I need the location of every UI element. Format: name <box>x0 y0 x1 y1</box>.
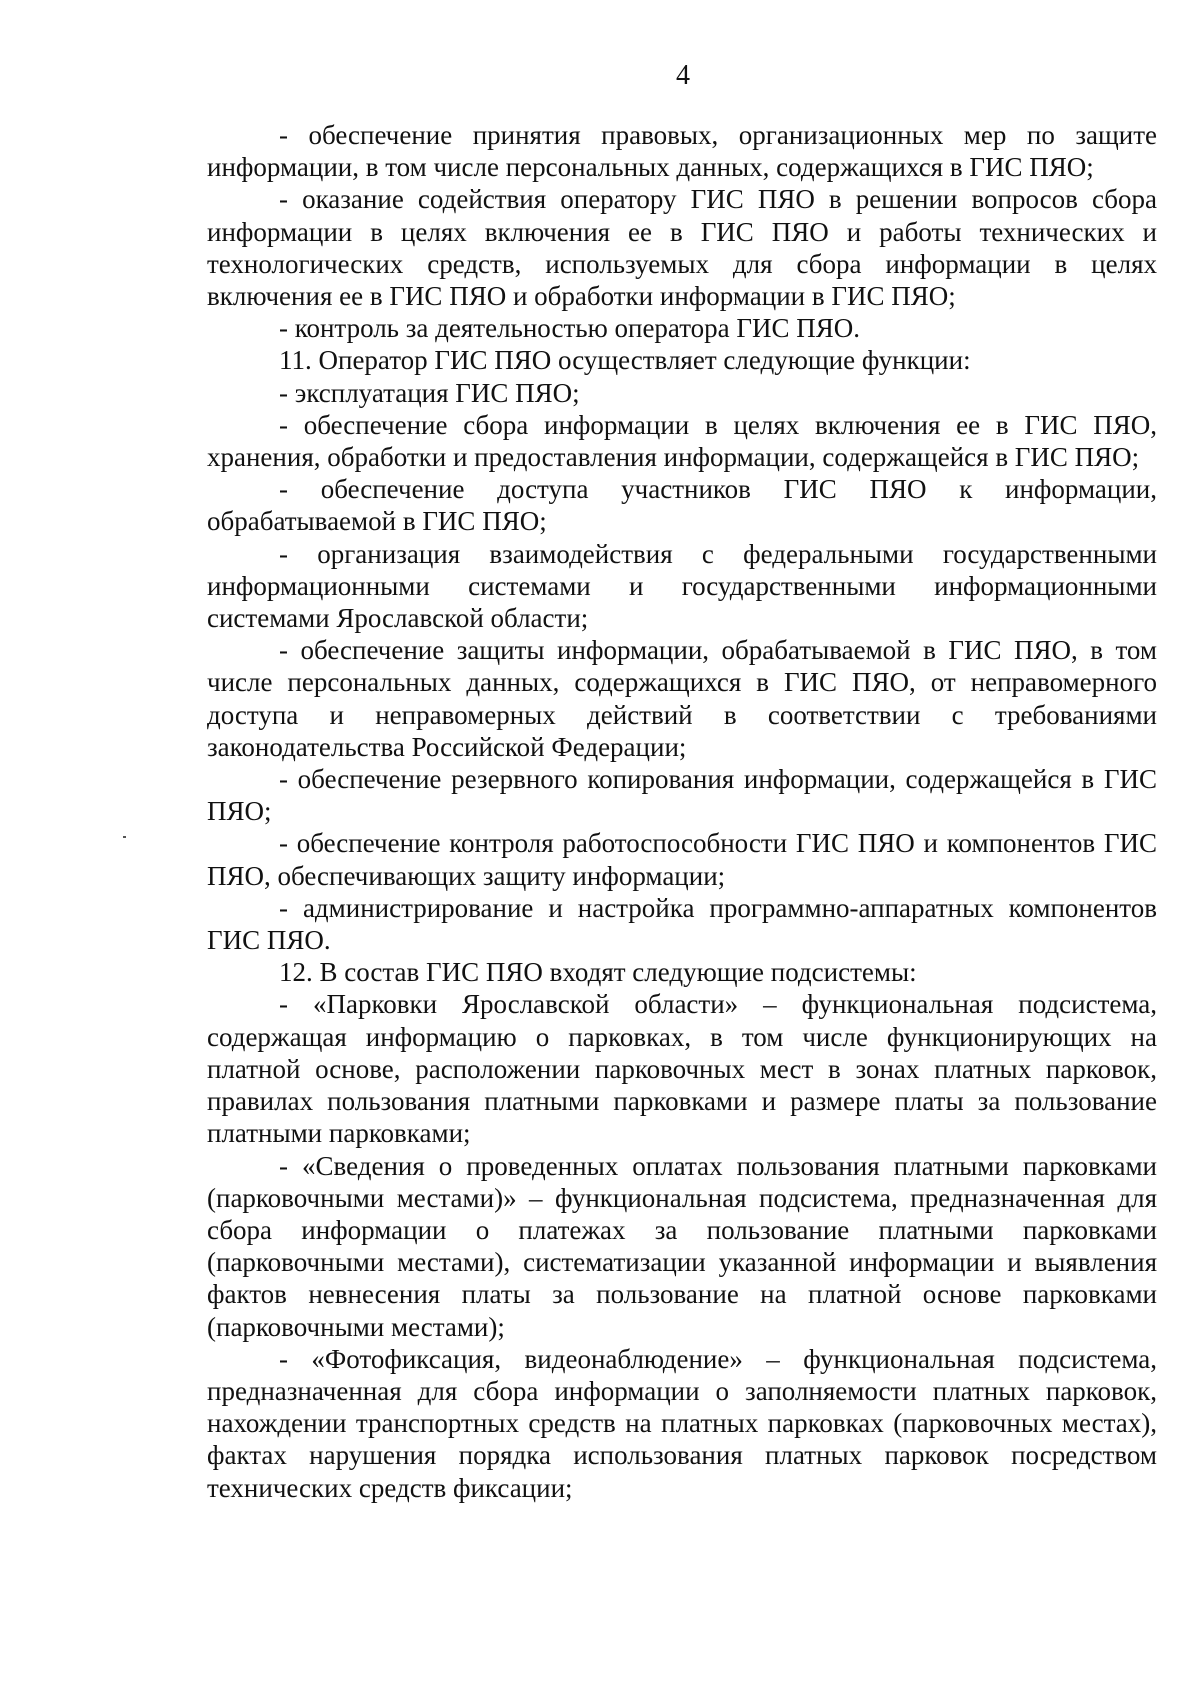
paragraph-protection-measures: - обеспечение принятия правовых, организационных мер по защите информации, в том числе персональных данных, содержащихся в ГИС ПЯО; <box>207 120 1157 183</box>
paragraph-subsystem-parking: - «Парковки Ярославской области» – функциональная подсистема, содержащая информацию о парковках, в том числе функционирующих на платной основе, расположении парковочных мест в зонах платных парковок, правилах пользования платными парковками и размере платы за пользование платными парковками; <box>207 989 1157 1149</box>
paragraph-data-protection: - обеспечение защиты информации, обрабатываемой в ГИС ПЯО, в том числе персональных данных, содержащихся в ГИС ПЯО, от неправомерного доступа и неправомерных действий в соответствии с требованиями законодательства Российской Федерации; <box>207 635 1157 762</box>
paragraph-section-11-heading: 11. Оператор ГИС ПЯО осуществляет следующие функции: <box>279 345 971 376</box>
paragraph-subsystem-photo-video: - «Фотофиксация, видеонаблюдение» – функциональная подсистема, предназначенная для сбора информации о заполняемости платных парковок, нахождении транспортных средств на платных парковках (парковочных местах), фактах нарушения порядка использования платных парковок посредством технических средств фиксации; <box>207 1343 1157 1503</box>
paragraph-operator-assistance: - оказание содействия оператору ГИС ПЯО в решении вопросов сбора информации в целях включения ее в ГИС ПЯО и работы технических и технологических средств, используемых для сбора информации в целях включения ее в ГИС ПЯО и обработки информации в ГИС ПЯО; <box>207 184 1157 312</box>
paragraph-operation: - эксплуатация ГИС ПЯО; <box>279 377 580 408</box>
scan-speck <box>123 836 126 838</box>
paragraph-backup: - обеспечение резервного копирования информации, содержащейся в ГИС ПЯО; <box>207 764 1157 827</box>
paragraph-health-monitoring: - обеспечение контроля работоспособности ГИС ПЯО и компонентов ГИС ПЯО, обеспечивающих защиту информации; <box>207 828 1157 891</box>
document-body <box>207 119 1157 1504</box>
paragraph-participant-access: - обеспечение доступа участников ГИС ПЯО к информации, обрабатываемой в ГИС ПЯО; <box>207 474 1157 537</box>
paragraph-administration: - администрирование и настройка программно-аппаратных компонентов ГИС ПЯО. <box>207 892 1157 956</box>
paragraph-collection-storage: - обеспечение сбора информации в целях включения ее в ГИС ПЯО, хранения, обработки и предоставления информации, содержащейся в ГИС ПЯО; <box>207 409 1157 473</box>
paragraph-subsystem-payments: - «Сведения о проведенных оплатах пользования платными парковками (парковочными местами)» – функциональная подсистема, предназначенная для сбора информации о платежах за пользование платными парковками (парковочными местами), систематизации указанной информации и выявления фактов невнесения платы за пользование на платной основе парковками (парковочными местами); <box>207 1150 1157 1342</box>
paragraph-operator-control: - контроль за деятельностью оператора ГИС ПЯО. <box>279 313 861 344</box>
paragraph-section-12-heading: 12. В состав ГИС ПЯО входят следующие подсистемы: <box>279 957 917 988</box>
paragraph-interaction: - организация взаимодействия с федеральными государственными информационными системами и государственными информационными системами Ярославской области; <box>207 538 1157 634</box>
page-number: 4 <box>676 60 690 91</box>
